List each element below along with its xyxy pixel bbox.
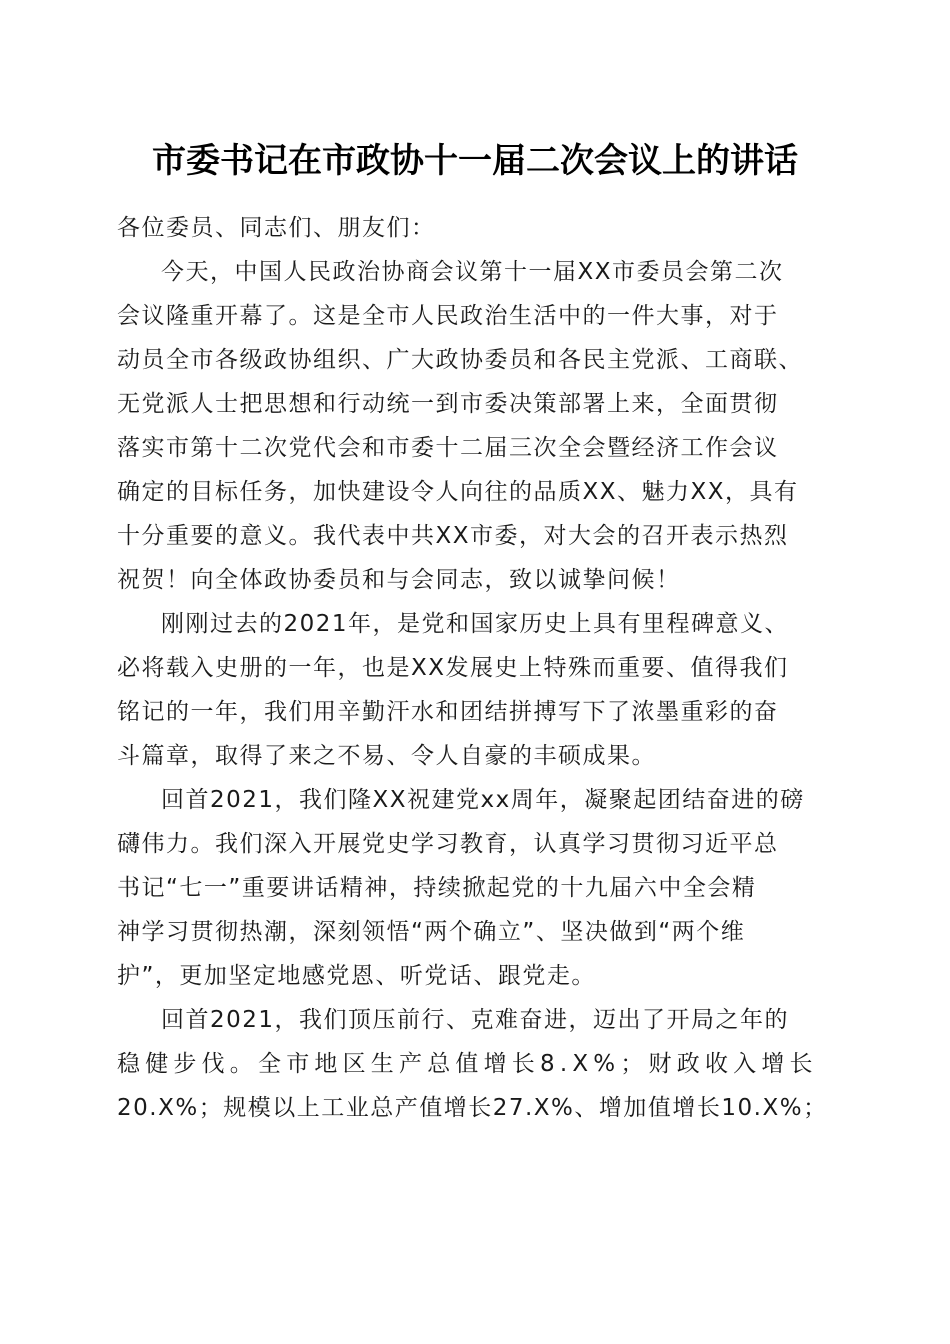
text-line: 必将载入史册的一年，也是XX发展史上特殊而重要、值得我们 <box>117 655 789 681</box>
text-line: 会议隆重开幕了。这是全市人民政治生活中的一件大事，对于 <box>117 303 779 329</box>
text-line: 无党派人士把思想和行动统一到市委决策部署上来，全面贯彻 <box>117 391 779 417</box>
text-line: 祝贺！向全体政协委员和与会同志，致以诚挚问候！ <box>117 567 681 593</box>
text-line: 护”，更加坚定地感党恩、听党话、跟党走。 <box>117 963 596 989</box>
text-line: 礴伟力。我们深入开展党史学习教育，认真学习贯彻习近平总 <box>117 831 779 857</box>
text-line: 落实市第十二次党代会和市委十二届三次全会暨经济工作会议 <box>117 435 779 461</box>
text-line: 回首2021，我们隆XX祝建党xx周年，凝聚起团结奋进的磅 <box>161 787 805 813</box>
text-line: 书记“七一”重要讲话精神，持续掀起党的十九届六中全会精 <box>117 875 757 901</box>
text-line: 神学习贯彻热潮，深刻领悟“两个确立”、坚决做到“两个维 <box>117 919 746 945</box>
text-line: 斗篇章，取得了来之不易、令人自豪的丰硕成果。 <box>117 743 656 769</box>
text-line: 稳健步伐。全市地区生产总值增长8.X%；财政收入增长 <box>117 1051 818 1077</box>
text-line: 十分重要的意义。我代表中共XX市委，对大会的召开表示热烈 <box>117 523 789 549</box>
text-line: 确定的目标任务，加快建设令人向往的品质XX、魅力XX，具有 <box>117 479 799 505</box>
text-line: 刚刚过去的2021年，是党和国家历史上具有里程碑意义、 <box>161 611 790 637</box>
paragraph-1 <box>117 250 837 602</box>
text-line: 动员全市各级政协组织、广大政协委员和各民主党派、工商联、 <box>117 347 803 373</box>
document-body <box>117 206 837 1130</box>
text-line: 回首2021，我们顶压前行、克难奋进，迈出了开局之年的 <box>161 1007 790 1033</box>
text-line: 20.X%；规模以上工业总产值增长27.X%、增加值增长10.X%； <box>117 1095 828 1121</box>
document-title: 市委书记在市政协十一届二次会议上的讲话 <box>152 141 798 181</box>
text-line: 铭记的一年，我们用辛勤汗水和团结拼搏写下了浓墨重彩的奋 <box>117 699 779 725</box>
paragraph-3 <box>117 778 837 998</box>
salutation: 各位委员、同志们、朋友们： <box>117 215 436 241</box>
paragraph-2 <box>117 602 837 778</box>
paragraph-4 <box>117 998 837 1130</box>
text-line: 今天，中国人民政治协商会议第十一届XX市委员会第二次 <box>161 259 784 285</box>
